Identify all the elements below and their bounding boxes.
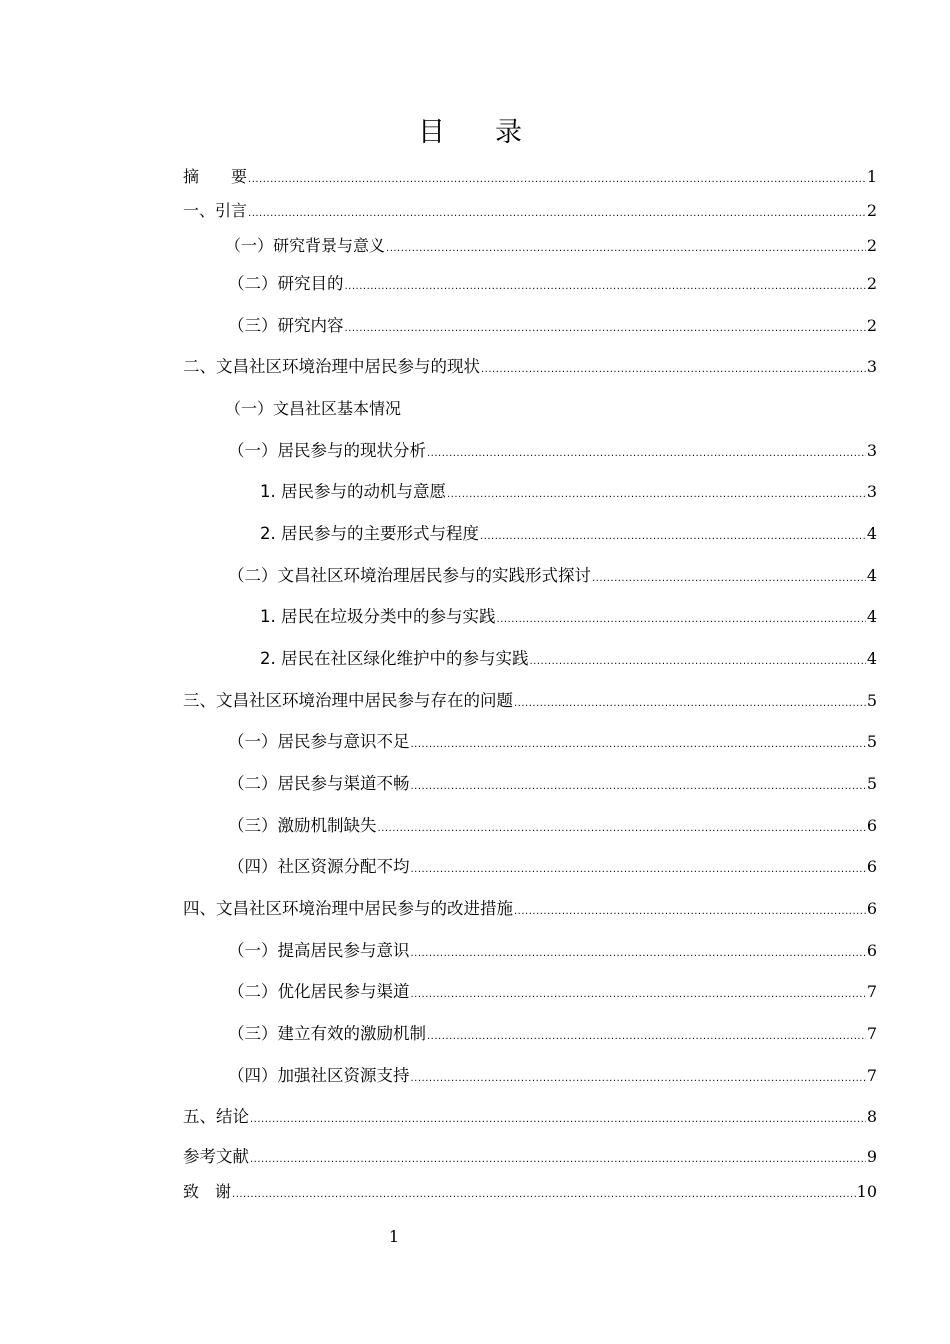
toc-entry-page: 2	[866, 274, 877, 293]
toc-entry[interactable]	[228, 814, 877, 838]
toc-entry[interactable]	[228, 439, 877, 463]
toc-entry[interactable]	[183, 1105, 877, 1129]
toc-entry-page: 6	[866, 857, 877, 876]
toc-entry-page: 4	[866, 607, 877, 626]
toc-entry-label: （三）建立有效的激励机制	[228, 1024, 426, 1043]
toc-entry-page: 6	[866, 941, 877, 960]
toc-entry-page: 5	[866, 732, 877, 751]
toc-entry[interactable]	[183, 355, 877, 379]
toc-leader-dots	[497, 608, 866, 632]
toc-entry[interactable]	[225, 234, 877, 258]
toc-entry-page: 4	[866, 566, 877, 585]
toc-entry-label: 四、文昌社区环境治理中居民参与的改进措施	[183, 899, 513, 918]
toc-entry-label: （一）提高居民参与意识	[228, 941, 410, 960]
toc-entry-page: 6	[866, 899, 877, 918]
toc-entry[interactable]	[228, 855, 877, 879]
toc-leader-dots	[411, 942, 866, 966]
toc-entry[interactable]	[260, 480, 877, 504]
toc-entry[interactable]	[183, 1180, 877, 1204]
toc-entry-page: 8	[866, 1107, 877, 1126]
toc-entry[interactable]	[260, 605, 877, 629]
toc-entry[interactable]	[225, 397, 877, 421]
toc-leader-dots	[480, 525, 866, 549]
toc-leader-dots	[411, 983, 866, 1007]
toc-entry-page: 3	[866, 482, 877, 501]
toc-entry[interactable]	[228, 980, 877, 1004]
toc-leader-dots	[427, 442, 866, 466]
toc-entry-label: （四）加强社区资源支持	[228, 1066, 410, 1085]
toc-entry-label: （二）居民参与渠道不畅	[228, 774, 410, 793]
toc-entry-label: （四）社区资源分配不均	[228, 857, 410, 876]
toc-entry-page: 6	[866, 816, 877, 835]
toc-leader-dots	[345, 317, 866, 341]
toc-entry-label: 2. 居民参与的主要形式与程度	[260, 524, 479, 543]
toc-entry-label: 一、引言	[183, 201, 248, 220]
toc-entry-label: （二）优化居民参与渠道	[228, 982, 410, 1001]
toc-entry-page: 5	[866, 691, 877, 710]
toc-entry[interactable]	[183, 199, 877, 223]
toc-entry[interactable]	[228, 314, 877, 338]
toc-entry-page: 4	[866, 524, 877, 543]
toc-leader-dots	[530, 650, 866, 674]
toc-leader-dots	[411, 1067, 866, 1091]
toc-entry-page: 7	[866, 982, 877, 1001]
toc-entry-label: （一）研究背景与意义	[225, 236, 386, 255]
toc-entry-page: 7	[866, 1066, 877, 1085]
toc-entry[interactable]	[260, 522, 877, 546]
toc-entry-page: 10	[856, 1182, 877, 1201]
toc-leader-dots	[514, 692, 866, 716]
toc-leader-dots	[378, 817, 866, 841]
toc-entry[interactable]	[183, 1145, 877, 1169]
toc-entry-label: （三）激励机制缺失	[228, 816, 377, 835]
toc-entry-page: 2	[866, 316, 877, 335]
toc-entry-label: 参考文献	[183, 1147, 249, 1166]
toc-entry-label: （一）居民参与的现状分析	[228, 441, 426, 460]
toc-entry-page: 2	[866, 236, 877, 255]
toc-entry-label: 2. 居民在社区绿化维护中的参与实践	[260, 649, 529, 668]
toc-entry-page: 1	[866, 167, 877, 186]
toc-entry-label: （一）居民参与意识不足	[228, 732, 410, 751]
toc-leader-dots	[250, 1148, 866, 1172]
toc-entry-page: 4	[866, 649, 877, 668]
toc-entry[interactable]	[183, 689, 877, 713]
toc-entry[interactable]	[228, 939, 877, 963]
toc-entry-page: 3	[866, 441, 877, 460]
toc-entry-page: 2	[866, 201, 877, 220]
toc-leader-dots	[481, 358, 866, 382]
toc-leader-dots	[411, 733, 866, 757]
toc-entry[interactable]	[228, 272, 877, 296]
toc-entry-page: 7	[866, 1024, 877, 1043]
toc-entry[interactable]	[228, 730, 877, 754]
toc-entry-label: 二、文昌社区环境治理中居民参与的现状	[183, 357, 480, 376]
toc-entry-page: 9	[866, 1147, 877, 1166]
page-title: 目录	[418, 117, 572, 148]
toc-leader-dots	[427, 1025, 866, 1049]
toc-entry[interactable]	[228, 1064, 877, 1088]
toc-entry[interactable]	[228, 1022, 877, 1046]
toc-entry[interactable]	[183, 165, 877, 189]
toc-entry[interactable]	[228, 564, 877, 588]
toc-entry-label: （二）研究目的	[228, 274, 344, 293]
toc-leader-dots	[447, 483, 866, 507]
toc-entry-label: 致 谢	[183, 1182, 232, 1201]
toc-leader-dots	[386, 237, 866, 261]
toc-entry-label: （一）文昌社区基本情况	[225, 399, 402, 418]
toc-entry[interactable]	[228, 772, 877, 796]
toc-leader-dots	[250, 1108, 866, 1132]
toc-entry-label: 摘 要	[183, 167, 248, 186]
footer-page-number: 1	[388, 1227, 400, 1246]
toc-leader-dots	[232, 1183, 856, 1207]
toc-entry[interactable]	[260, 647, 877, 671]
toc-entry-label: 五、结论	[183, 1107, 249, 1126]
toc-entry-label: 1. 居民在垃圾分类中的参与实践	[260, 607, 496, 626]
toc-entry-label: （三）研究内容	[228, 316, 344, 335]
toc-leader-dots	[345, 275, 866, 299]
toc-leader-dots	[411, 775, 866, 799]
toc-entry-page: 3	[866, 357, 877, 376]
toc-leader-dots	[592, 567, 866, 591]
toc-leader-dots	[248, 202, 866, 226]
toc-entry-label: （二）文昌社区环境治理居民参与的实践形式探讨	[228, 566, 591, 585]
toc-leader-dots	[248, 168, 866, 192]
toc-leader-dots	[411, 858, 866, 882]
toc-entry-label: 三、文昌社区环境治理中居民参与存在的问题	[183, 691, 513, 710]
toc-entry-label: 1. 居民参与的动机与意愿	[260, 482, 446, 501]
toc-entry[interactable]	[183, 897, 877, 921]
toc-entry-page: 5	[866, 774, 877, 793]
toc-leader-dots	[514, 900, 866, 924]
